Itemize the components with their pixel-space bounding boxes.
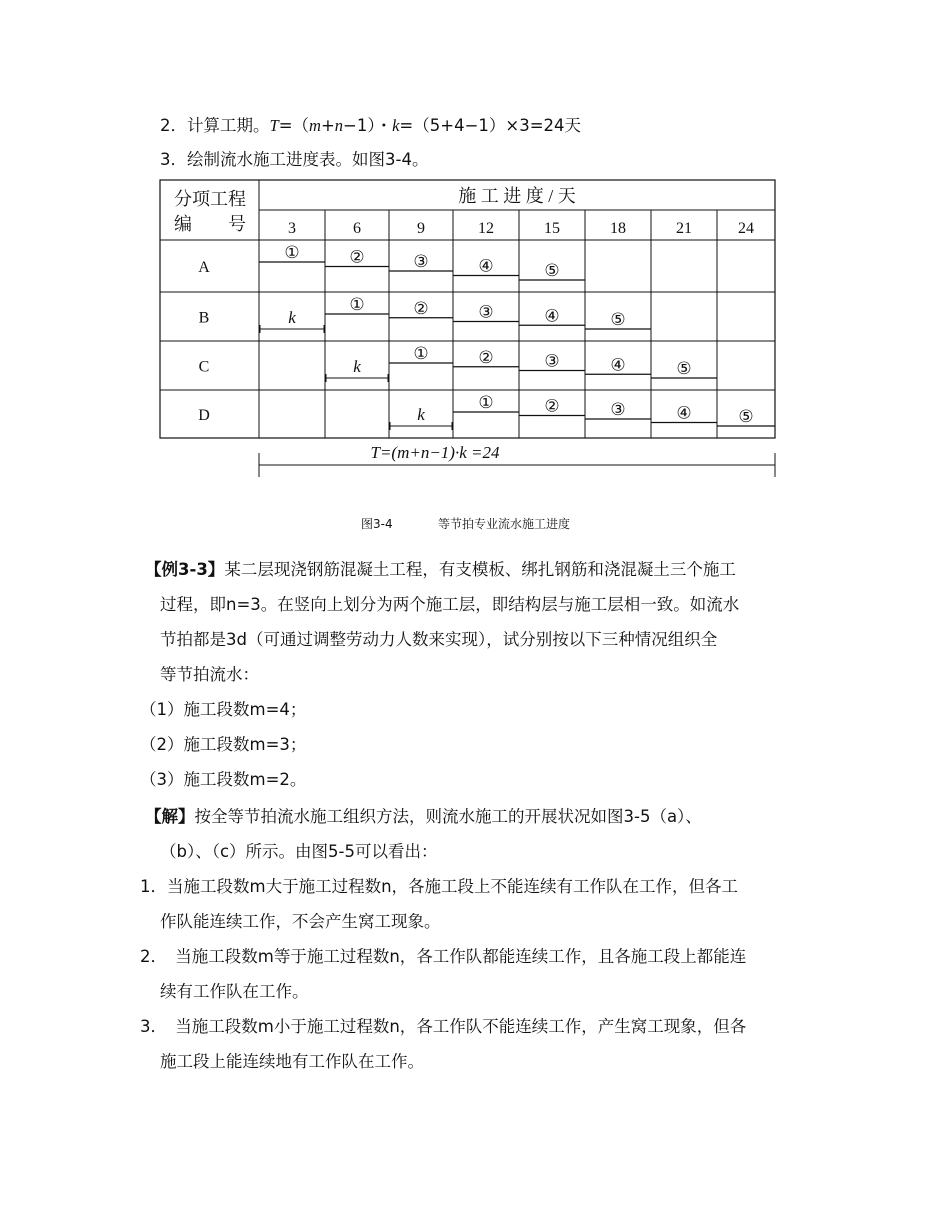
step-2-prefix: 2．计算工期。 <box>160 116 270 135</box>
segment-label-D-3: ③ <box>610 400 626 419</box>
time-label-18: 18 <box>610 220 626 237</box>
segment-label-A-4: ④ <box>478 256 494 276</box>
k-label-B: k <box>288 308 296 327</box>
solution-line-1 <box>145 807 702 827</box>
table-frame <box>160 180 775 438</box>
k-label-D: k <box>417 405 425 424</box>
segment-label-A-2: ② <box>349 247 365 267</box>
point-1-line-1: 1．当施工段数m大于施工过程数n，各施工段上不能连续有工作队在工作，但各工 <box>140 877 739 896</box>
header-title: 施 工 进 度 / 天 <box>458 186 576 206</box>
formula-m: m <box>309 116 321 135</box>
example-line-3: 节拍都是3d（可通过调整劳动力人数来实现），试分别按以下三种情况组织全 <box>160 630 718 649</box>
point-2-line-1: 2． 当施工段数m等于施工过程数n，各工作队都能连续工作，且各施工段上都能连 <box>140 947 747 966</box>
segment-label-C-5: ⑤ <box>676 359 692 378</box>
segment-label-B-3: ③ <box>478 302 494 322</box>
formula-k: k <box>392 116 400 135</box>
time-label-24: 24 <box>738 220 754 237</box>
header-label-1: 分项工程 <box>174 189 246 209</box>
case-1: （1）施工段数m=4； <box>140 700 307 719</box>
segment-label-A-5: ⑤ <box>544 261 560 280</box>
total-duration-formula: T=(m+n−1)·k =24 <box>370 443 500 462</box>
segment-label-B-2: ② <box>413 298 429 318</box>
segment-label-C-3: ③ <box>544 351 560 371</box>
time-label-9: 9 <box>417 220 425 237</box>
time-label-3: 3 <box>288 220 296 237</box>
formula-plus: + <box>320 116 335 135</box>
row-label-A: A <box>198 259 210 276</box>
header-label-2: 编 号 <box>174 214 246 234</box>
example-line-1 <box>145 560 736 580</box>
step-3-line: 3．绘制流水施工进度表。如图3-4。 <box>160 150 429 169</box>
time-label-15: 15 <box>544 220 560 237</box>
schedule-figure <box>0 0 950 500</box>
row-label-C: C <box>198 358 210 376</box>
formula-T: T <box>269 116 279 135</box>
segment-label-D-5: ⑤ <box>738 407 754 426</box>
case-2: （2）施工段数m=3； <box>140 735 307 754</box>
solution-text-1: 按全等节拍流水施工组织方法，则流水施工的开展状况如图3-5（a）、 <box>194 807 702 826</box>
time-label-12: 12 <box>478 220 494 237</box>
point-2-line-2: 续有工作队在工作。 <box>160 982 309 1001</box>
example-line-2: 过程，即n=3。在竖向上划分为两个施工层，即结构层与施工层相一致。如流水 <box>160 595 740 614</box>
formula-n: n <box>334 116 344 135</box>
example-line-4: 等节拍流水： <box>160 665 259 684</box>
segment-label-A-3: ③ <box>413 252 429 271</box>
figure-caption-number: 图3-4 <box>361 517 393 531</box>
case-3: （3）施工段数m=2。 <box>140 770 307 789</box>
row-label-D: D <box>198 407 210 424</box>
time-label-6: 6 <box>353 220 361 237</box>
example-text-1: 某二层现浇钢筋混凝土工程，有支模板、绑扎钢筋和浇混凝土三个施工 <box>224 560 736 579</box>
figure-caption-text: 等节拍专业流水施工进度 <box>438 517 571 531</box>
segment-label-C-2: ② <box>478 347 494 367</box>
example-tag: 【例3-3】 <box>145 560 225 579</box>
point-1-line-2: 作队能连续工作，不会产生窝工现象。 <box>160 912 441 931</box>
segment-label-B-4: ④ <box>544 306 560 326</box>
formula-rest: =（5+4−1）×3=24天 <box>399 116 582 135</box>
segment-label-D-2: ② <box>544 396 560 416</box>
segment-label-D-1: ① <box>478 393 494 412</box>
segment-label-B-5: ⑤ <box>610 310 626 329</box>
solution-line-2: （b）、（c）所示。由图5-5可以看出： <box>160 842 438 861</box>
segment-label-D-4: ④ <box>676 403 692 423</box>
segment-label-A-1: ① <box>284 243 300 262</box>
formula-eq: =（ <box>278 116 310 135</box>
segment-label-C-1: ① <box>413 344 429 363</box>
segment-label-C-4: ④ <box>610 355 626 375</box>
point-3-line-2: 施工段上能连续地有工作队在工作。 <box>160 1052 424 1071</box>
segment-label-B-1: ① <box>349 295 365 314</box>
formula-mid: −1）・ <box>343 116 393 135</box>
row-label-B: B <box>198 309 210 327</box>
point-3-line-1: 3． 当施工段数m小于施工过程数n，各工作队不能连续工作，产生窝工现象，但各 <box>140 1017 747 1036</box>
time-label-21: 21 <box>676 220 692 237</box>
solution-tag: 【解】 <box>145 807 195 826</box>
k-label-C: k <box>353 357 361 376</box>
